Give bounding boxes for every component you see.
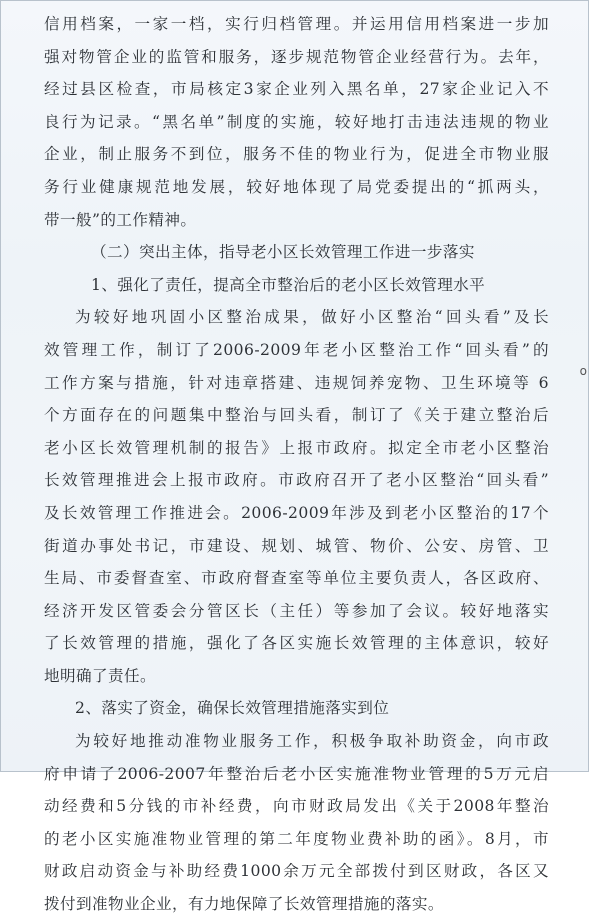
text-line: 1、强化了责任，提高全市整治后的老小区长效管理水平 (91, 275, 486, 294)
document-body (44, 8, 549, 921)
text-line: 效管理工作，制订了2006-2009年老小区整治工作“回头看”的 (44, 340, 549, 359)
text-line: 企业，制止服务不到位，服务不佳的物业行为，促进全市物业服 (44, 145, 549, 164)
text-line: 2、落实了资金，确保长效管理措施落实到位 (75, 699, 390, 718)
margin-mark: o (579, 364, 587, 378)
text-line: （二）突出主体，指导老小区长效管理工作进一步落实 (91, 243, 475, 262)
text-line: 府申请了2006-2007年整治后老小区实施准物业管理的5万元启 (44, 764, 549, 783)
text-line: 老小区长效管理机制的报告》上报市政府。拟定全市老小区整治 (44, 438, 549, 457)
text-line: 经济开发区管委会分管区长（主任）等参加了会议。较好地落实 (44, 601, 549, 620)
text-line: 长效管理推进会上报市政府。市政府召开了老小区整治“回头看” (44, 471, 549, 490)
text-line: 良行为记录。“黑名单”制度的实施，较好地打击违法违规的物业 (44, 112, 549, 131)
text-line: 带一般”的工作精神。 (44, 210, 197, 229)
text-line: 为较好地巩固小区整治成果，做好小区整治“回头看”及长 (75, 308, 549, 327)
text-line: 的老小区实施准物业管理的第二年度物业费补助的函》。8月，市 (44, 829, 549, 848)
text-line: 及长效管理工作推进会。2006-2009年涉及到老小区整治的17个 (44, 503, 549, 522)
text-line: 街道办事处书记，市建设、规划、城管、物价、公安、房管、卫 (44, 536, 549, 555)
text-line: 为较好地推动准物业服务工作，积极争取补助资金，向市政 (75, 732, 549, 751)
text-line: 个方面存在的问题集中整治与回头看，制订了《关于建立整治后 (44, 406, 549, 425)
text-line: 工作方案与措施，针对违章搭建、违规饲养宠物、卫生环境等 6 (44, 373, 549, 392)
text-line: 财政启动资金与补助经费1000余万元全部拨付到区财政，各区又 (44, 862, 549, 881)
text-line: 强对物管企业的监管和服务，逐步规范物管企业经营行为。去年， (44, 47, 549, 66)
text-line: 经过县区检查，市局核定3家企业列入黑名单，27家企业记入不 (44, 80, 549, 99)
text-line: 了长效管理的措施，强化了各区实施长效管理的主体意识，较好 (44, 634, 549, 653)
text-line: 务行业健康规范地发展，较好地体现了局党委提出的“抓两头， (44, 177, 549, 196)
text-line: 生局、市委督查室、市政府督查室等单位主要负责人，各区政府、 (44, 569, 549, 588)
text-line: 地明确了责任。 (44, 666, 156, 685)
text-line: 拨付到准物业企业，有力地保障了长效管理措施的落实。 (44, 895, 444, 914)
text-line: 信用档案，一家一档，实行归档管理。并运用信用档案进一步加 (44, 15, 549, 33)
text-line: 动经费和5分钱的市补经费，向市财政局发出《关于2008年整治 (44, 797, 549, 816)
